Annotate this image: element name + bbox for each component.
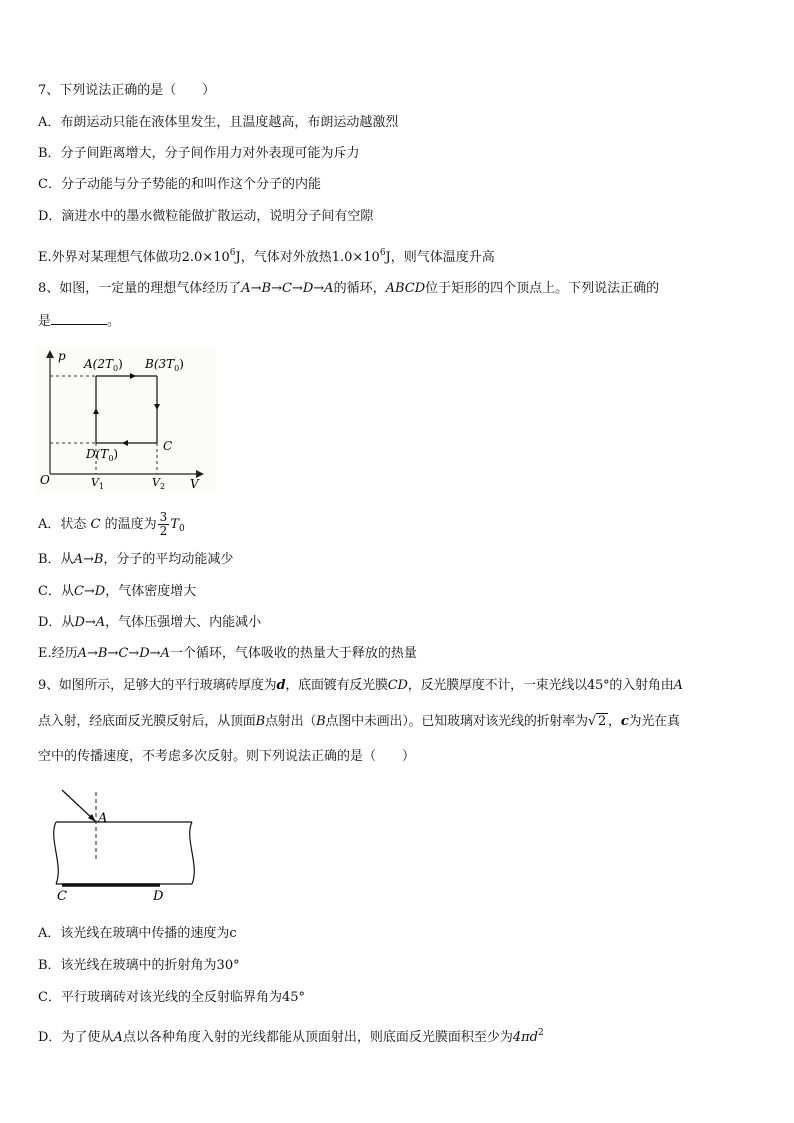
sqrt-symbol: √ 2 (587, 714, 607, 729)
answer-blank[interactable] (51, 312, 107, 325)
q9-l2-b-point2: B (316, 714, 326, 729)
q8-stem-line2 (38, 312, 120, 331)
fraction-num: 3 (159, 510, 168, 524)
q8-a-pre: A．状态 (38, 517, 87, 532)
q9-d-formula: 4πd (512, 1030, 538, 1045)
q8-stem-d: 是 (38, 314, 52, 329)
q9-stem-line3: 空中的传播速度，不考虑多次反射。则下列说法正确的是（ ） (38, 749, 416, 764)
incident-ray (62, 790, 94, 820)
q8-stem-b: 的循环， (333, 281, 386, 296)
q7-option-a: A．布朗运动只能在液体里发生，且温度越高，布朗运动越激烈 (38, 115, 399, 130)
q8-c-path: C→D (73, 584, 106, 599)
q8-d-pre: D．从 (38, 615, 75, 630)
q8-a-state: C (90, 517, 101, 532)
q8-b-path: A→B (73, 552, 104, 567)
q7-option-d: D．滴进水中的墨水微粒能做扩散运动，说明分子间有空隙 (38, 209, 374, 224)
q8-e-path: A→B→C→D→A (77, 646, 170, 661)
q7-e-exp1: 6 (229, 248, 236, 258)
q8-pv-diagram (36, 346, 216, 492)
q9-l2-c: 点图中未画出）。已知玻璃对该光线的折射率为 (325, 714, 588, 729)
q9-l1-cd: CD (387, 678, 408, 693)
q7-e-val2: 1.0×10 (331, 250, 380, 265)
fraction-den: 2 (159, 524, 168, 538)
q9-l2-c-var: c (620, 714, 629, 729)
q8-c-pre: C．从 (38, 584, 74, 599)
q9-l2-b-point: B (255, 714, 265, 729)
q8-a-mid: 的温度为 (104, 517, 157, 532)
q7-e-text-1: E.外界对某理想气体做功 (38, 250, 182, 265)
q8-stem-a: 8、如图，一定量的理想气体经历了 (38, 281, 242, 296)
fraction-3-2 (158, 511, 170, 538)
label-point-a: A (98, 811, 108, 826)
q9-d-pre: D．为了使从 (38, 1030, 114, 1045)
q8-option-e (38, 645, 417, 663)
q8-d-path: D→A (74, 615, 106, 630)
q7-e-exp2: 6 (379, 248, 386, 258)
q9-l1-45: 45° (586, 678, 610, 693)
q9-option-c: C．平行玻璃砖对该光线的全反射临界角为45° (38, 990, 305, 1005)
q9-l1-b: ，底面镀有反光膜 (285, 678, 388, 693)
q8-b-pre: B．从 (38, 552, 74, 567)
glass-left-break (54, 822, 59, 884)
p-axis-label: p (58, 349, 66, 363)
q8-stem-e: 。 (107, 314, 121, 329)
q8-b-post: ，分子的平均动能减少 (103, 552, 234, 567)
q9-d-exp: 2 (537, 1028, 544, 1038)
q8-d-post: ，气体压强增大、内能减小 (105, 615, 262, 630)
q7-option-e (38, 244, 495, 267)
q9-l2-b: 点射出（ (264, 714, 317, 729)
origin-label: O (40, 473, 50, 487)
q8-abcd: ABCD (385, 281, 426, 296)
q7-e-text-3: ，则气体温度升高 (390, 250, 495, 265)
label-d: $D(T_0)$ (86, 447, 119, 463)
q8-stem-c: 位于矩形的四个顶点上。下列说法正确的 (425, 281, 660, 296)
q7-e-heat (332, 250, 391, 265)
q8-cycle: A→B→C→D→A (241, 281, 334, 296)
label-d: D (153, 889, 164, 904)
q9-l1-a: 9、如图所示，足够大的平行玻璃砖厚度为 (38, 678, 277, 693)
label-c: C (163, 439, 173, 453)
v-axis-label: V (190, 477, 199, 491)
q8-e-post: 一个循环，气体吸收的热量大于释放的热量 (169, 646, 417, 661)
q9-stem-line2 (38, 713, 680, 731)
q9-l1-d: d (276, 678, 286, 693)
q8-a-tsub: 0 (178, 524, 185, 534)
label-c: C (57, 889, 67, 904)
q9-option-d (38, 1024, 544, 1047)
q7-option-b: B．分子间距离增大，分子间作用力对外表现可能为斥力 (38, 146, 360, 161)
q8-option-a (38, 511, 185, 538)
label-b: $B(3T_0)$ (145, 357, 184, 373)
q8-a-t: T (170, 517, 179, 532)
q9-l1-e: 的入射角由 (609, 678, 674, 693)
q7-e-unit2: J (385, 250, 391, 265)
q8-option-d (38, 614, 261, 632)
q9-l1-c: ，反光膜厚度不计，一束光线以 (407, 678, 587, 693)
q7-stem: 7、下列说法正确的是（ ） (38, 83, 216, 98)
q9-glass-diagram (40, 786, 204, 904)
label-v2: $V_2$ (152, 476, 166, 491)
q9-stem-line1 (38, 677, 683, 695)
sqrt-value: 2 (597, 714, 607, 729)
q9-l2-d: ， (608, 714, 621, 729)
q9-option-b: B．该光线在玻璃中的折射角为30° (38, 958, 240, 973)
glass-right-break (190, 822, 195, 884)
q9-option-a: A．该光线在玻璃中传播的速度为c (38, 926, 237, 941)
q7-e-val1: 2.0×10 (181, 250, 230, 265)
q9-d-a-point: A (113, 1030, 123, 1045)
q8-c-post: ，气体密度增大 (105, 584, 197, 599)
q8-option-c (38, 583, 196, 601)
q8-e-pre: E.经历 (38, 646, 78, 661)
q9-l2-a: 点入射，经底面反光膜反射后，从顶面 (38, 714, 256, 729)
q9-l1-a-point: A (673, 678, 683, 693)
q7-e-text-2: ，气体对外放热 (240, 250, 332, 265)
label-a: $A(2T_0)$ (84, 357, 123, 373)
q7-option-c: C．分子动能与分子势能的和叫作这个分子的内能 (38, 177, 321, 192)
q9-d-post: 点以各种角度入射的光线都能从顶面射出，则底面反光膜面积至少为 (122, 1030, 513, 1045)
q7-e-unit1: J (235, 250, 241, 265)
q9-l2-e: 为光在真 (628, 714, 680, 729)
q7-e-work (182, 250, 241, 265)
q8-stem-line1 (38, 280, 659, 298)
q8-option-b (38, 551, 233, 569)
label-v1: $V_1$ (91, 476, 105, 491)
